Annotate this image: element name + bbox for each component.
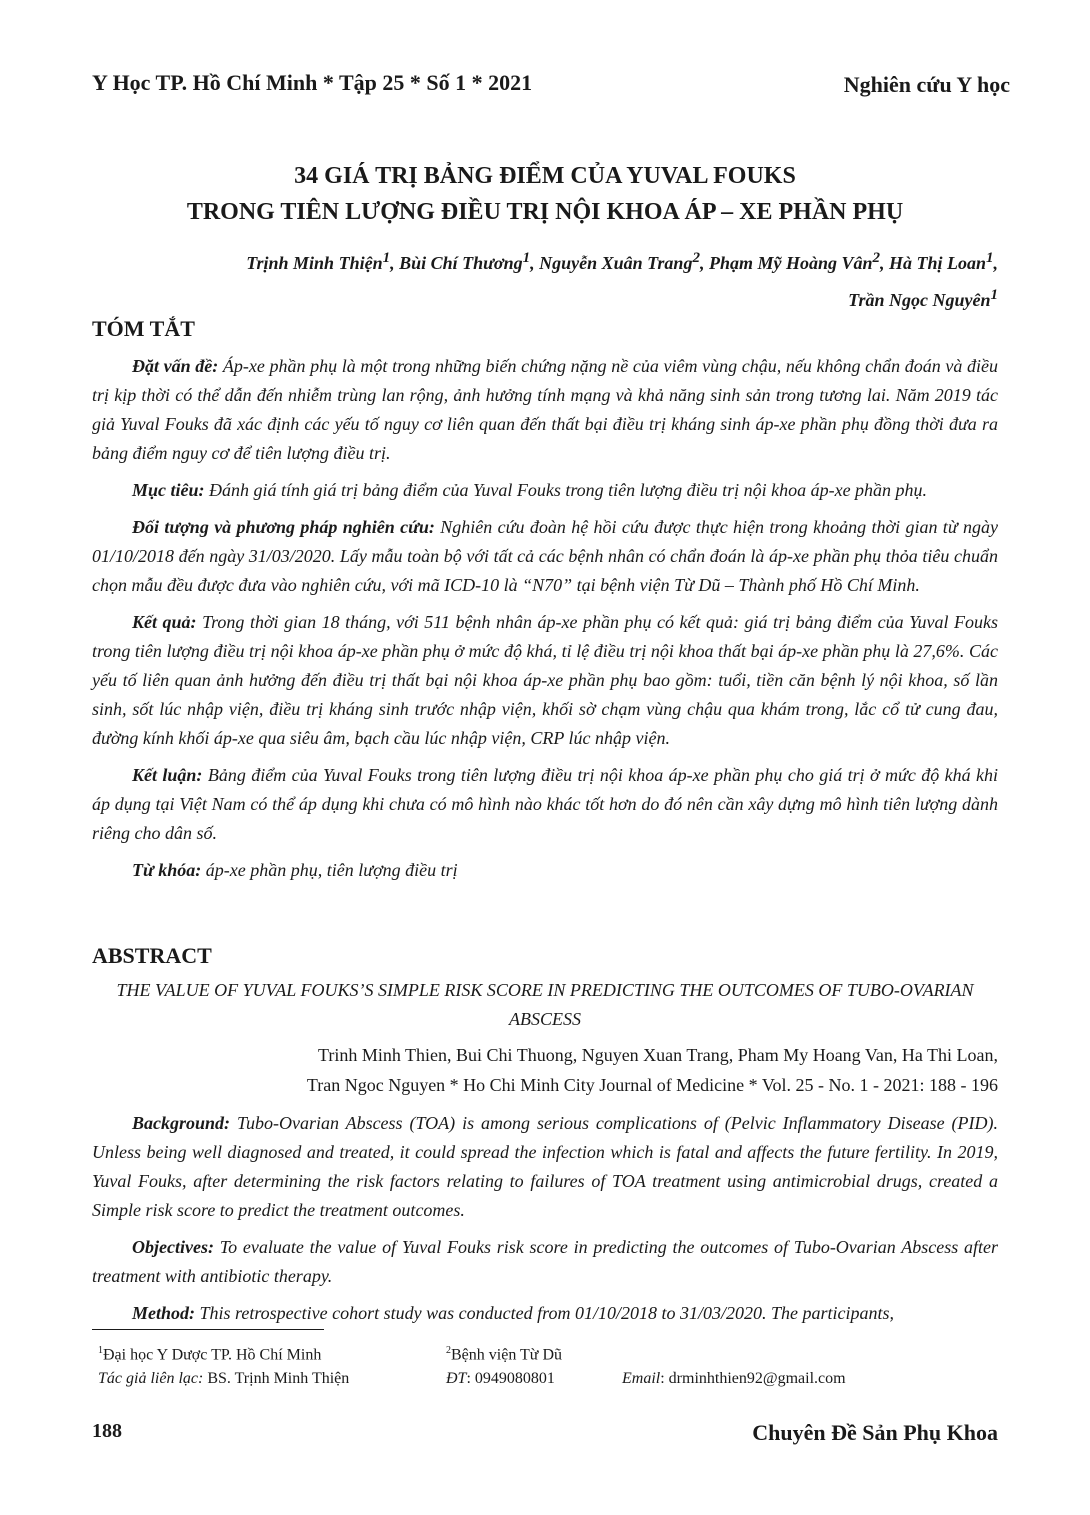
author-name: Bùi Chí Thương bbox=[399, 253, 523, 273]
issue-theme: Chuyên Đề Sản Phụ Khoa bbox=[752, 1420, 998, 1445]
vn-conclusion-label: Kết luận: bbox=[132, 765, 203, 785]
en-method-text: This retrospective cohort study was conducted from 01/10/2018 to 31/03/2020. The participants, bbox=[199, 1303, 894, 1323]
vn-objective-label: Mục tiêu: bbox=[132, 480, 205, 500]
vn-conclusion bbox=[92, 761, 998, 848]
en-objective-label: Objectives: bbox=[132, 1237, 214, 1257]
en-background bbox=[92, 1109, 998, 1225]
section-header: Nghiên cứu Y học bbox=[843, 72, 1010, 97]
page-number: 188 bbox=[92, 1420, 122, 1442]
contact-row bbox=[92, 1366, 998, 1394]
vn-conclusion-text: Bảng điểm của Yuval Fouks trong tiên lượng điều trị nội khoa áp-xe phần phụ cho giá trị ở mức độ khá khi áp dụng tại Việt Nam có thể áp dụng khi chưa có mô hình nào khác tốt hơn do đó nên cần xây dựng mô hình tiên lượng dành riêng cho dân số. bbox=[92, 765, 999, 843]
author-name: Trịnh Minh Thiện bbox=[246, 253, 383, 273]
vn-results-label: Kết quả: bbox=[132, 612, 197, 632]
en-abstract-heading: ABSTRACT bbox=[92, 943, 212, 968]
affiliation-2: $^2$Bệnh viện Từ Dũ bbox=[446, 1345, 563, 1364]
affiliations-row bbox=[92, 1338, 998, 1366]
vn-abstract-body bbox=[92, 352, 998, 893]
vn-results bbox=[92, 608, 998, 753]
vn-background-label: Đặt vấn đề: bbox=[132, 356, 219, 376]
title-line-1: 34 GIÁ TRỊ BẢNG ĐIỂM CỦA YUVAL FOUKS bbox=[294, 163, 796, 189]
author-line-2 bbox=[92, 279, 998, 316]
email: Email: drminhthien92@gmail.com bbox=[622, 1370, 846, 1387]
vn-keywords bbox=[92, 856, 998, 885]
en-abstract-body bbox=[92, 1109, 998, 1336]
author-name: Trần Ngọc Nguyên bbox=[848, 290, 991, 310]
en-objective bbox=[92, 1233, 998, 1291]
author-line-1: Trịnh Minh Thiện$^1$, Bùi Chí Thương$^1$, Nguyễn Xuân Trang$^2$, Phạm Mỹ Hoàng Vân$^2$, Hà Thị Loan$^1$, bbox=[246, 250, 998, 273]
vn-method bbox=[92, 513, 998, 600]
en-objective-text: To evaluate the value of Yuval Fouks risk score in predicting the outcomes of Tubo-Ovarian Abscess after treatment with antibiotic therapy. bbox=[92, 1237, 999, 1286]
vn-method-text: Nghiên cứu đoàn hệ hồi cứu được thực hiện trong khoảng thời gian từ ngày 01/10/2018 đến ngày 31/03/2020. Lấy mẫu toàn bộ với tất cả các bệnh nhân có chẩn đoán là áp-xe phần phụ thỏa tiêu chuẩn chọn mẫu đều được đưa vào nghiên cứu, với mã ICD-10 là “N70” tại bệnh viện Từ Dũ – Thành phố Hồ Chí Minh. bbox=[92, 517, 998, 595]
author-list bbox=[92, 242, 998, 316]
vn-background bbox=[92, 352, 998, 468]
en-authors-line-2: Tran Ngoc Nguyen * Ho Chi Minh City Journal of Medicine * Vol. 25 - No. 1 - 2021: 188 - 196 bbox=[306, 1075, 998, 1095]
en-paper-title: THE VALUE OF YUVAL FOUKS’S SIMPLE RISK SCORE IN PREDICTING THE OUTCOMES OF TUBO-OVARIAN ABSCESS bbox=[116, 980, 974, 1029]
author-name: Hà Thị Loan bbox=[888, 253, 986, 273]
corresponding-author: Tác giả liên lạc: BS. Trịnh Minh Thiện bbox=[98, 1370, 350, 1387]
journal-header: Y Học TP. Hồ Chí Minh * Tập 25 * Số 1 * 2021 bbox=[92, 70, 533, 95]
affiliation-marker: 1 bbox=[382, 250, 391, 266]
affiliation-marker: 1 bbox=[986, 250, 994, 266]
phone: ĐT: 0949080801 bbox=[446, 1370, 555, 1387]
en-background-label: Background: bbox=[132, 1113, 231, 1133]
author-name: Phạm Mỹ Hoàng Vân bbox=[708, 253, 873, 273]
title-line-2: TRONG TIÊN LƯỢNG ĐIỀU TRỊ NỘI KHOA ÁP – XE PHẦN PHỤ bbox=[186, 199, 904, 225]
en-author-citation bbox=[92, 1040, 998, 1100]
author-name: Nguyễn Xuân Trang bbox=[539, 253, 693, 273]
affiliation-marker: 1 bbox=[990, 287, 998, 303]
en-method bbox=[92, 1299, 998, 1328]
vn-abstract-heading: TÓM TẮT bbox=[92, 316, 195, 341]
vn-objective bbox=[92, 476, 998, 505]
footnotes bbox=[92, 1338, 998, 1394]
affiliation-marker: 1 bbox=[522, 250, 531, 266]
vn-objective-text: Đánh giá tính giá trị bảng điểm của Yuval Fouks trong tiên lượng điều trị nội khoa áp-xe phần phụ. bbox=[209, 480, 928, 500]
en-authors-line-1: Trinh Minh Thien, Bui Chi Thuong, Nguyen Xuan Trang, Pham My Hoang Van, Ha Thi Loan, bbox=[317, 1045, 998, 1065]
en-method-label: Method: bbox=[132, 1303, 195, 1323]
affiliation-marker: 2 bbox=[692, 250, 700, 266]
vn-method-label: Đối tượng và phương pháp nghiên cứu: bbox=[132, 517, 435, 537]
affiliation-1: $^1$Đại học Y Dược TP. Hồ Chí Minh bbox=[98, 1345, 322, 1364]
vn-results-text: Trong thời gian 18 tháng, với 511 bệnh nhân áp-xe phần phụ có kết quả: giá trị bảng điểm của Yuval Fouks trong tiên lượng điều trị nội khoa áp-xe phần phụ ở mức độ khá, tỉ lệ điều trị nội khoa thất bại áp-xe phần phụ là 27,6%. Các yếu tố liên quan ảnh hưởng đến điều trị thất bại nội khoa áp-xe phần phụ bao gồm: tuổi, tiền căn bệnh lý nội khoa, số lần sinh, sốt lúc nhập viện, điều trị kháng sinh trước nhập viện, khối sờ chạm vùng chậu qua khám trong, lắc cổ tử cung đau, đường kính khối áp-xe qua siêu âm, bạch cầu lúc nhập viện, CRP lúc nhập viện. bbox=[92, 612, 998, 748]
running-header bbox=[92, 70, 1010, 100]
vn-keywords-label: Từ khóa: bbox=[132, 860, 202, 880]
paper-title bbox=[92, 158, 998, 230]
running-footer bbox=[92, 1420, 998, 1450]
vn-keywords-text: áp-xe phần phụ, tiên lượng điều trị bbox=[205, 860, 458, 880]
en-background-text: Tubo-Ovarian Abscess (TOA) is among serious complications of (Pelvic Inflammatory Disease (PID). Unless being well diagnosed and treated, it could spread the infection which is fatal and affects the future fertility. In 2019, Yuval Fouks, after determining the risk factors relating to failures of TOA treatment using antimicrobial drugs, created a Simple risk score to predict the treatment outcomes. bbox=[92, 1113, 998, 1220]
vn-background-text: Áp-xe phần phụ là một trong những biến chứng nặng nề của viêm vùng chậu, nếu không chẩn đoán và điều trị kịp thời có thể dẫn đến nhiễm trùng lan rộng, ảnh hưởng tính mạng và khả năng sinh sản trong tương lai. Năm 2019 tác giả Yuval Fouks đã xác định các yếu tố nguy cơ liên quan đến thất bại điều trị kháng sinh áp-xe phần phụ đồng thời đưa ra bảng điểm nguy cơ để tiên lượng điều trị. bbox=[92, 356, 998, 463]
affiliation-marker: 2 bbox=[872, 250, 880, 266]
footnote-divider bbox=[92, 1329, 324, 1330]
